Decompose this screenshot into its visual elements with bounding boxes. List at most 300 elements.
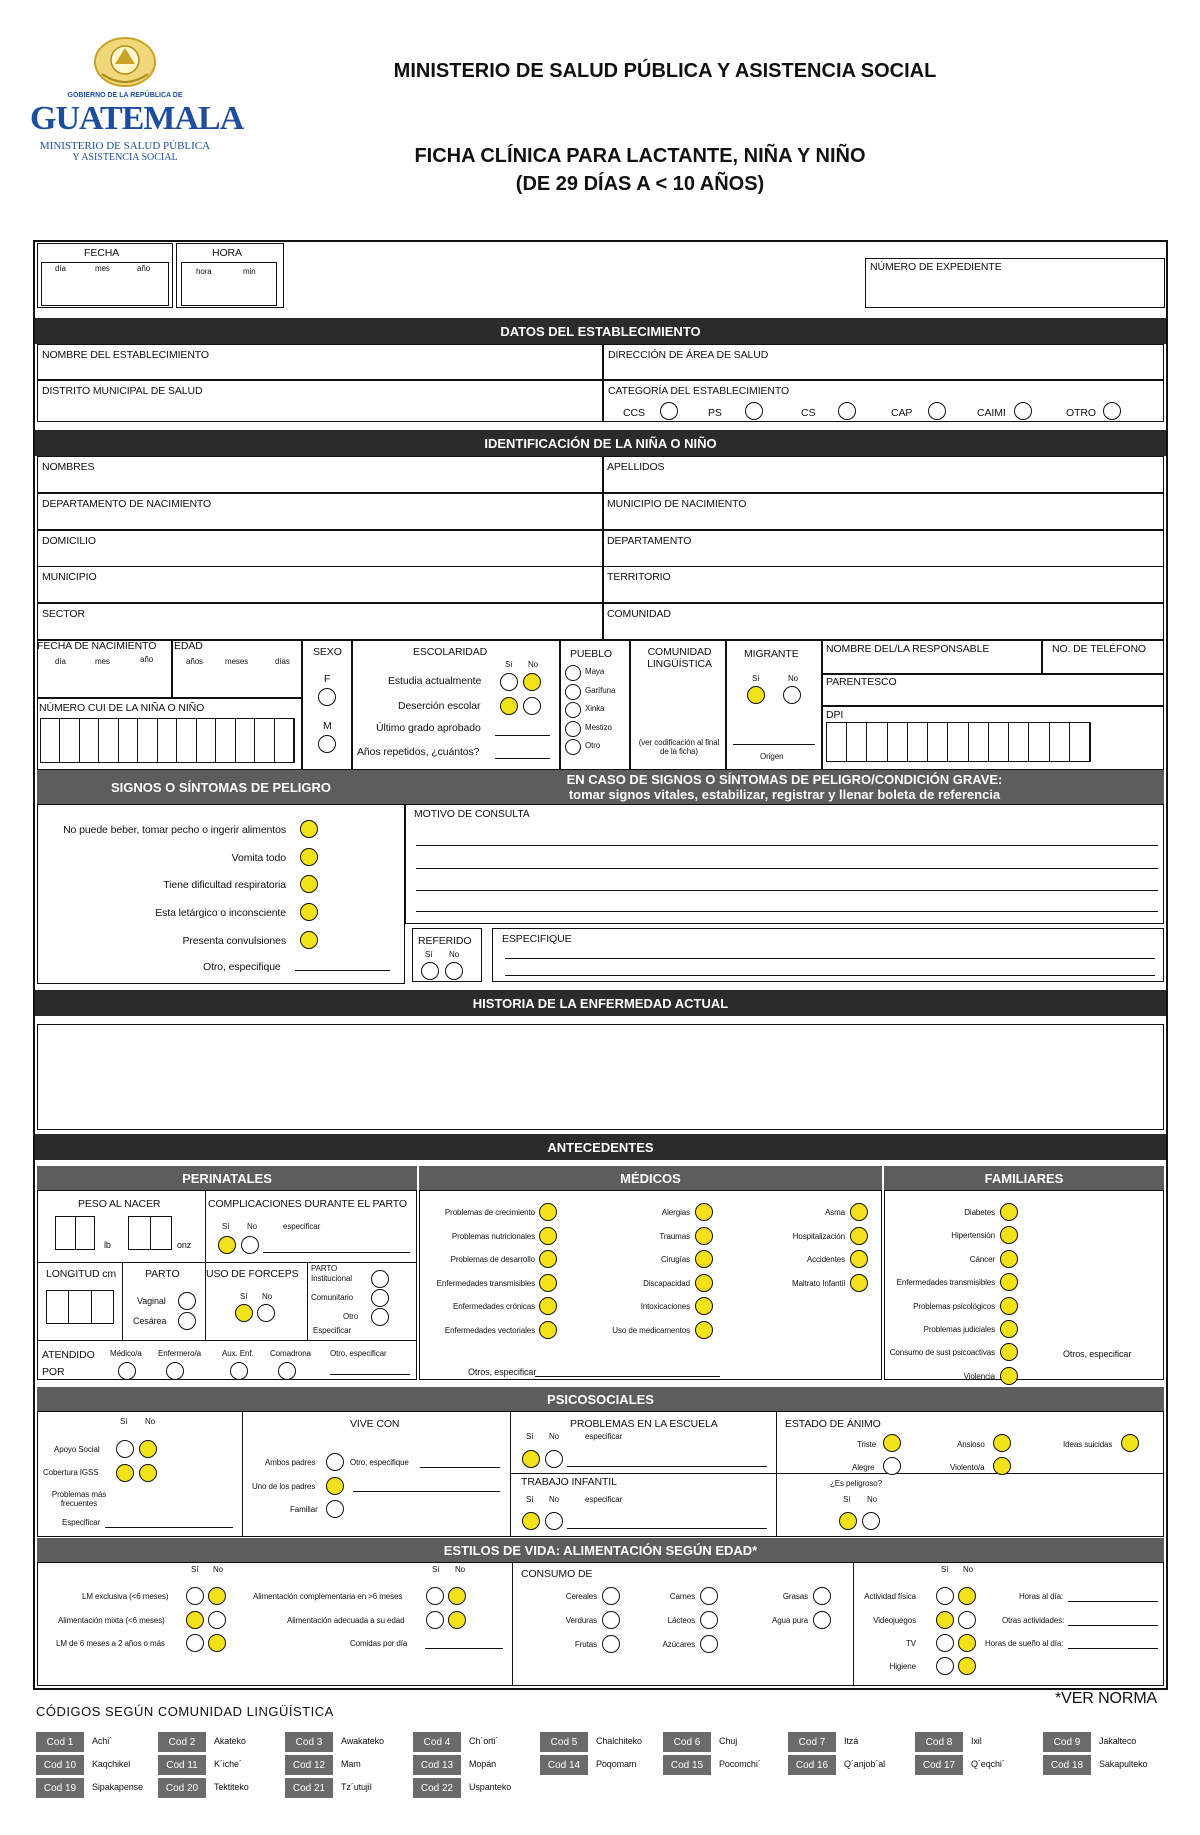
compl-si[interactable]	[426, 1587, 444, 1605]
compl-no[interactable]	[448, 1587, 466, 1605]
migrante-no[interactable]	[783, 686, 801, 704]
psico-div4	[776, 1473, 777, 1537]
fam-3-label: Enfermedades transmisibles	[896, 1278, 995, 1288]
act-1-si[interactable]	[936, 1611, 954, 1629]
logo-line3: MINISTERIO DE SALUD PÚBLICA	[39, 140, 211, 152]
trabajo-si[interactable]	[522, 1512, 540, 1530]
desercion-no[interactable]	[523, 697, 541, 715]
atendido-3-radio[interactable]	[278, 1362, 296, 1380]
ultimo-line[interactable]	[495, 735, 550, 736]
peligroso-no[interactable]	[862, 1512, 880, 1530]
otras-line[interactable]	[1068, 1625, 1158, 1626]
depto_nac-label: DEPARTAMENTO DE NACIMIENTO	[42, 497, 212, 510]
consumo-c1-1-radio[interactable]	[602, 1611, 620, 1629]
med1-3-label: Enfermedades transmisibles	[436, 1278, 535, 1288]
code-13-badge: Cod 13	[413, 1755, 461, 1775]
atendido-3-label: Comadrona	[270, 1349, 311, 1358]
pueblo-0-radio[interactable]	[565, 665, 581, 681]
dpi-cell	[948, 723, 968, 761]
territorio-field[interactable]	[603, 566, 1164, 603]
peri-div2	[122, 1262, 123, 1340]
est-div2	[853, 1562, 854, 1686]
act-2-si[interactable]	[936, 1634, 954, 1652]
complicaciones-no[interactable]	[241, 1236, 259, 1254]
med1-5-label: Enfermedades vectoriales	[444, 1326, 535, 1335]
atendido-2-radio[interactable]	[230, 1362, 248, 1380]
peligroso-si[interactable]	[839, 1512, 857, 1530]
consumo-c1-2-radio[interactable]	[602, 1635, 620, 1653]
vaginal-label: Vaginal	[137, 1296, 166, 1306]
med2-4-label: Intoxicaciones	[640, 1302, 690, 1312]
origen-line[interactable]	[733, 744, 815, 745]
coat-of-arms-icon	[88, 30, 162, 90]
comunidad-ling-label: COMUNIDAD LINGÜÍSTICA	[647, 646, 712, 670]
peligro-item-4-radio[interactable]	[300, 931, 318, 949]
desercion-si[interactable]	[500, 697, 518, 715]
peligro-item-2-radio[interactable]	[300, 875, 318, 893]
medicos-header: MÉDICOS	[419, 1166, 882, 1190]
escuela-no[interactable]	[545, 1450, 563, 1468]
psico-h1	[510, 1473, 1164, 1474]
peligro-item-1: Vomita todo	[231, 852, 286, 864]
comunitario-radio[interactable]	[371, 1289, 389, 1307]
ansioso-radio[interactable]	[993, 1434, 1011, 1452]
motivo-line1	[416, 845, 1158, 846]
peri-div1	[205, 1190, 206, 1340]
code-10-badge: Cod 10	[36, 1755, 84, 1775]
med3-0-radio[interactable]	[850, 1203, 868, 1221]
atendido-otro-line[interactable]	[330, 1374, 410, 1375]
prob-esp-label: Especificar	[62, 1518, 101, 1527]
section-psicosociales: PSICOSOCIALES	[37, 1387, 1164, 1411]
uno-radio[interactable]	[326, 1477, 344, 1495]
ambos-radio[interactable]	[326, 1453, 344, 1471]
violento-radio[interactable]	[993, 1457, 1011, 1475]
atendido-0-label: Médico/a	[110, 1349, 142, 1358]
apellidos-field[interactable]	[603, 456, 1164, 493]
consumo-c2-0-label: Carnes	[669, 1592, 695, 1601]
consumo-c2-1-label: Lácteos	[667, 1616, 695, 1625]
pueblo-3-label: Mestizo	[585, 722, 612, 732]
igss-no[interactable]	[139, 1464, 157, 1482]
direccion-label: DIRECCIÓN DE ÁREA DE SALUD	[608, 349, 769, 361]
atendido-1-radio[interactable]	[166, 1362, 184, 1380]
med2-5-label: Uso de medicamentos	[612, 1326, 690, 1335]
parentesco-label: PARENTESCO	[826, 676, 897, 688]
med3-3-label: Maltrato Infantil	[792, 1278, 845, 1288]
code-14-name: Poqomam	[596, 1759, 637, 1769]
consumo-c2-2-radio[interactable]	[700, 1635, 718, 1653]
pueblo-4-radio[interactable]	[565, 739, 581, 755]
peso-label: PESO AL NACER	[78, 1198, 161, 1210]
code-2-badge: Cod 2	[158, 1732, 206, 1752]
cui-cell	[177, 719, 196, 762]
act-3-si[interactable]	[936, 1657, 954, 1675]
med2-5-radio[interactable]	[695, 1321, 713, 1339]
consumo-c3-0-label: Grasas	[782, 1592, 808, 1601]
edad-dias: días	[275, 657, 290, 666]
psico-div3	[776, 1411, 777, 1473]
codigos-title: CÓDIGOS SEGÚN COMUNIDAD LINGÜÍSTICA	[36, 1704, 334, 1719]
complicaciones-label: COMPLICACIONES DURANTE EL PARTO	[208, 1198, 407, 1210]
peligro-item-0-radio[interactable]	[300, 820, 318, 838]
consumo-c2-0-radio[interactable]	[700, 1587, 718, 1605]
referido-si[interactable]	[421, 962, 439, 980]
escuela-line[interactable]	[567, 1466, 767, 1467]
esc2-esp: especificar	[585, 1432, 623, 1441]
parto-otro-radio[interactable]	[371, 1308, 389, 1326]
vaginal-radio[interactable]	[178, 1292, 196, 1310]
consumo-c1-1-label: Verduras	[565, 1616, 597, 1625]
med3-2-label: Accidentes	[806, 1255, 845, 1265]
lme-si[interactable]	[186, 1587, 204, 1605]
motivo-line2	[416, 868, 1158, 869]
esc-si: Sí	[505, 660, 513, 669]
dpi-cell	[1029, 723, 1049, 761]
apoyo-label: Apoyo Social	[54, 1445, 100, 1454]
code-20-badge: Cod 20	[158, 1778, 206, 1798]
repetidos-line[interactable]	[495, 758, 550, 759]
code-22-badge: Cod 22	[413, 1778, 461, 1798]
fn-dia: día	[55, 657, 66, 666]
code-7-badge: Cod 7	[788, 1732, 836, 1752]
sexo-m-radio[interactable]	[318, 735, 336, 753]
atendido-label: ATENDIDO	[42, 1349, 95, 1361]
nombres-label: NOMBRES	[42, 461, 95, 473]
sexo-f-radio[interactable]	[318, 688, 336, 706]
escuela-si[interactable]	[522, 1450, 540, 1468]
cesarea-radio[interactable]	[178, 1312, 196, 1330]
psico-div2	[510, 1411, 511, 1537]
dpi-cell	[1070, 723, 1090, 761]
medicos-otros-line[interactable]	[535, 1376, 720, 1377]
cui-cell	[197, 719, 216, 762]
grave-line1: EN CASO DE SIGNOS O SÍNTOMAS DE PELIGRO/CONDICIÓN GRAVE:	[566, 772, 1003, 787]
motivo-field[interactable]	[405, 804, 1164, 924]
pueblo-1-radio[interactable]	[565, 684, 581, 700]
med1-0-radio[interactable]	[539, 1203, 557, 1221]
parto-label: PARTO	[145, 1268, 180, 1280]
cat-0-label: CCS	[623, 407, 645, 419]
nombre-estab-label: NOMBRE DEL ESTABLECIMIENTO	[42, 349, 209, 361]
med2-1-label: Traumas	[659, 1231, 690, 1241]
animo-label: ESTADO DE ÁNIMO	[785, 1418, 881, 1430]
cat-5-radio[interactable]	[1103, 402, 1121, 420]
grave-line2: tomar signos vitales, estabilizar, registrar y llenar boleta de referencia	[568, 787, 1001, 802]
consumo-c3-1-radio[interactable]	[813, 1611, 831, 1629]
cat-2-label: CS	[801, 407, 816, 419]
forceps-si[interactable]	[235, 1304, 253, 1322]
consumo-c3-1-label: Agua pura	[771, 1616, 808, 1625]
peligroso-label: ¿Es peligroso?	[830, 1479, 882, 1488]
fam-2-radio[interactable]	[1000, 1250, 1018, 1268]
complicaciones-line[interactable]	[263, 1252, 410, 1253]
ideas-radio[interactable]	[1121, 1434, 1139, 1452]
forc-no: No	[262, 1292, 273, 1301]
hora-min: min	[243, 267, 256, 276]
peligro-item-3-radio[interactable]	[300, 903, 318, 921]
dpi-cell	[888, 723, 908, 761]
historia-field[interactable]	[37, 1024, 1164, 1130]
consumo-c2-2-label: Azúcares	[662, 1640, 695, 1649]
code-4-badge: Cod 4	[413, 1732, 461, 1752]
act-0-label: Actividad física	[864, 1592, 916, 1601]
med1-2-label: Problemas de desarrollo	[450, 1255, 535, 1265]
migrante-label: MIGRANTE	[744, 648, 799, 660]
fam-4-label: Problemas psicológicos	[913, 1301, 995, 1311]
pueblo-2-radio[interactable]	[565, 702, 581, 718]
medicos-otros-label: Otros, especificar	[468, 1367, 537, 1377]
section-antecedentes: ANTECEDENTES	[35, 1134, 1166, 1160]
logo-line2: GUATEMALA	[30, 100, 244, 137]
cat-2-radio[interactable]	[838, 402, 856, 420]
code-22-name: Uspanteko	[469, 1782, 512, 1792]
code-21-badge: Cod 21	[285, 1778, 333, 1798]
section-historia: HISTORIA DE LA ENFERMEDAD ACTUAL	[35, 990, 1166, 1016]
fecha-nac-label: FECHA DE NACIMIENTO	[37, 640, 157, 652]
fam-otros-label: Otros, especificar	[1063, 1349, 1132, 1359]
longitud-box[interactable]	[46, 1290, 114, 1324]
psico-no: No	[145, 1417, 156, 1426]
longitud-label: LONGITUD cm	[46, 1268, 117, 1280]
igss-si[interactable]	[116, 1464, 134, 1482]
code-20-name: Tektiteko	[214, 1782, 249, 1792]
esp-line1	[505, 958, 1155, 959]
med3-3-radio[interactable]	[850, 1274, 868, 1292]
form-subtitle: (DE 29 DÍAS A < 10 AÑOS)	[515, 173, 765, 195]
dpi-label: DPI	[826, 709, 844, 721]
fam-7-radio[interactable]	[1000, 1367, 1018, 1385]
nombres-field[interactable]	[37, 456, 603, 493]
responsable-label: NOMBRE DEL/LA RESPONSABLE	[826, 643, 990, 655]
med1-5-radio[interactable]	[539, 1321, 557, 1339]
dpi-grid[interactable]	[826, 722, 1091, 762]
est-si2: Sí	[432, 1565, 440, 1574]
consumo-c2-1-radio[interactable]	[700, 1611, 718, 1629]
cesarea-label: Cesárea	[133, 1316, 167, 1326]
code-8-badge: Cod 8	[915, 1732, 963, 1752]
code-5-badge: Cod 5	[540, 1732, 588, 1752]
estudia-no[interactable]	[523, 673, 541, 691]
code-18-badge: Cod 18	[1043, 1755, 1091, 1775]
act-0-si[interactable]	[936, 1587, 954, 1605]
consumo-c3-0-radio[interactable]	[813, 1587, 831, 1605]
fam-7-label: Violencia	[963, 1371, 995, 1381]
forceps-no[interactable]	[257, 1304, 275, 1322]
cui-cell	[119, 719, 138, 762]
lm6-si[interactable]	[186, 1634, 204, 1652]
trab-esp: especificar	[585, 1495, 623, 1504]
logo-line4: Y ASISTENCIA SOCIAL	[72, 152, 178, 163]
act-0-no[interactable]	[958, 1587, 976, 1605]
code-16-name: Q´anjob´al	[844, 1759, 886, 1769]
fam-0-label: Diabetes	[964, 1208, 995, 1217]
cat-3-radio[interactable]	[928, 402, 946, 420]
cui-grid[interactable]	[40, 718, 295, 763]
referido-no[interactable]	[445, 962, 463, 980]
mig-no: No	[788, 674, 799, 683]
ambos-label: Ambos padres	[265, 1458, 316, 1467]
med2-0-radio[interactable]	[695, 1203, 713, 1221]
motivo-line3	[416, 890, 1158, 891]
fam-2-label: Cáncer	[969, 1254, 995, 1264]
comp-especificar: especificar	[283, 1222, 321, 1231]
comidas-line[interactable]	[425, 1648, 503, 1649]
atendido-4-label: Otro, especificar	[330, 1349, 387, 1358]
mixta-si[interactable]	[186, 1611, 204, 1629]
code-1-badge: Cod 1	[36, 1732, 84, 1752]
lme-label: LM exclusiva (<6 meses)	[82, 1592, 169, 1601]
mixta-no[interactable]	[208, 1611, 226, 1629]
familiar-radio[interactable]	[326, 1500, 344, 1518]
code-1-name: Achi´	[92, 1736, 113, 1746]
municipio-label: MUNICIPIO	[42, 571, 97, 584]
code-9-name: Jakalteco	[1099, 1736, 1137, 1746]
act-no: No	[963, 1565, 974, 1574]
parto-lugar-label: PARTO	[311, 1264, 338, 1273]
domicilio-label: DOMICILIO	[42, 534, 96, 547]
complicaciones-si[interactable]	[218, 1236, 236, 1254]
cui-cell	[41, 719, 60, 762]
act-3-no[interactable]	[958, 1657, 976, 1675]
dpi-cell	[908, 723, 928, 761]
adecuada-label: Alimentación adecuada a su edad	[287, 1616, 405, 1625]
code-14-badge: Cod 14	[540, 1755, 588, 1775]
alegre-radio[interactable]	[883, 1457, 901, 1475]
fam-4-radio[interactable]	[1000, 1297, 1018, 1315]
code-7-name: Itzá	[844, 1736, 859, 1746]
peligro-otro-line[interactable]	[295, 970, 390, 971]
section-peligro: SIGNOS O SÍNTOMAS DE PELIGRO	[37, 770, 405, 804]
med1-1-radio[interactable]	[539, 1227, 557, 1245]
vive-otro-line[interactable]	[420, 1467, 500, 1468]
est-no2: No	[455, 1565, 466, 1574]
ver-cod-label: (ver codificación al final de la ficha)	[638, 738, 720, 756]
distrito-label: DISTRITO MUNICIPAL DE SALUD	[42, 385, 203, 397]
vive-otro-label: Otro, especifique	[350, 1458, 409, 1467]
lme-no[interactable]	[208, 1587, 226, 1605]
apoyo-no[interactable]	[139, 1440, 157, 1458]
dpi-cell	[928, 723, 948, 761]
act-2-no[interactable]	[958, 1634, 976, 1652]
prob-esp-line[interactable]	[105, 1527, 233, 1528]
hora-label: HORA	[212, 247, 242, 259]
triste-radio[interactable]	[883, 1434, 901, 1452]
horas-line[interactable]	[1068, 1601, 1158, 1602]
apoyo-si[interactable]	[116, 1440, 134, 1458]
atendido-2-label: Aux. Enf.	[222, 1349, 254, 1358]
estudia-label: Estudia actualmente	[388, 675, 482, 687]
estudia-si[interactable]	[500, 673, 518, 691]
peligro-item-1-radio[interactable]	[300, 848, 318, 866]
peso-lb-sep	[75, 1216, 76, 1250]
dpi-cell	[827, 723, 847, 761]
dpi-cell	[969, 723, 989, 761]
psico-div1	[242, 1411, 243, 1537]
med1-3-radio[interactable]	[539, 1274, 557, 1292]
code-17-name: Q´eqchi´	[971, 1759, 1005, 1769]
compl-label: Alimentación complementaria en >6 meses	[253, 1592, 403, 1601]
esc2-si: Sí	[526, 1432, 534, 1441]
cui-cell	[80, 719, 99, 762]
esc2-no: No	[549, 1432, 560, 1441]
peso-onz-unit: onz	[177, 1240, 192, 1250]
sector-field[interactable]	[37, 603, 603, 640]
trabajo-no[interactable]	[545, 1512, 563, 1530]
parto-otro-label: Otro	[343, 1312, 359, 1321]
fam-5-label: Problemas judiciales	[923, 1325, 995, 1334]
trab-si: Sí	[526, 1495, 534, 1504]
institucional-radio[interactable]	[371, 1270, 389, 1288]
med2-3-radio[interactable]	[695, 1274, 713, 1292]
comp-no: No	[247, 1222, 258, 1231]
mixta-label: Alimentación mixta (<6 meses)	[58, 1616, 165, 1625]
med1-1-label: Problemas nutricionales	[451, 1231, 535, 1241]
ministry-title: MINISTERIO DE SALUD PÚBLICA Y ASISTENCIA SOCIAL	[393, 60, 937, 82]
territorio-label: TERRITORIO	[607, 571, 671, 584]
med3-1-radio[interactable]	[850, 1227, 868, 1245]
comidas-label: Comidas por día	[350, 1639, 408, 1648]
prob-mas-label: Problemas más frecuentes	[51, 1490, 107, 1508]
comunidad-field[interactable]	[603, 603, 1164, 640]
lm6-no[interactable]	[208, 1634, 226, 1652]
med1-4-label: Enfermedades crónicas	[453, 1302, 535, 1312]
long-sep1	[68, 1290, 69, 1324]
code-9-badge: Cod 9	[1043, 1732, 1091, 1752]
sueno-line[interactable]	[1068, 1648, 1158, 1649]
trabajo-line[interactable]	[567, 1528, 767, 1529]
cat-4-radio[interactable]	[1014, 402, 1032, 420]
violento-label: Violento/a	[950, 1463, 985, 1472]
peri-h1	[37, 1262, 417, 1263]
act-1-no[interactable]	[958, 1611, 976, 1629]
institucional-label: Institucional	[311, 1274, 352, 1283]
act-si: Sí	[941, 1565, 949, 1574]
long-sep2	[91, 1290, 92, 1324]
fam-5-radio[interactable]	[1000, 1320, 1018, 1338]
cat-1-radio[interactable]	[745, 402, 763, 420]
adecuada-no[interactable]	[448, 1611, 466, 1629]
uno-line[interactable]	[353, 1491, 500, 1492]
pueblo-4-label: Otro	[585, 741, 601, 750]
adecuada-si[interactable]	[426, 1611, 444, 1629]
muni_nac-label: MUNICIPIO DE NACIMIENTO	[607, 497, 747, 510]
peligro-item-4: Presenta convulsiones	[182, 935, 286, 947]
cui-cell	[236, 719, 255, 762]
cat-5-label: OTRO	[1066, 407, 1096, 419]
consumo-c1-0-radio[interactable]	[602, 1587, 620, 1605]
migrante-si[interactable]	[747, 686, 765, 704]
atendido-0-radio[interactable]	[118, 1362, 136, 1380]
origen-label: Origen	[760, 752, 784, 761]
especifique-field[interactable]	[492, 928, 1164, 982]
cat-0-radio[interactable]	[660, 402, 678, 420]
domicilio-field[interactable]	[37, 530, 603, 567]
ultimo-label: Último grado aprobado	[376, 722, 481, 734]
pueblo-3-radio[interactable]	[565, 721, 581, 737]
fam-0-radio[interactable]	[1000, 1203, 1018, 1221]
code-15-badge: Cod 15	[663, 1755, 711, 1775]
municipio-field[interactable]	[37, 566, 603, 603]
consumo-c1-2-label: Frutas	[574, 1640, 597, 1649]
est-si1: Sí	[191, 1565, 199, 1574]
med2-1-radio[interactable]	[695, 1227, 713, 1245]
code-19-badge: Cod 19	[36, 1778, 84, 1798]
familiares-header: FAMILIARES	[884, 1166, 1164, 1190]
consumo-label: CONSUMO DE	[521, 1568, 593, 1580]
apellidos-label: APELLIDOS	[607, 461, 665, 473]
fecha-dia: día	[55, 264, 66, 273]
